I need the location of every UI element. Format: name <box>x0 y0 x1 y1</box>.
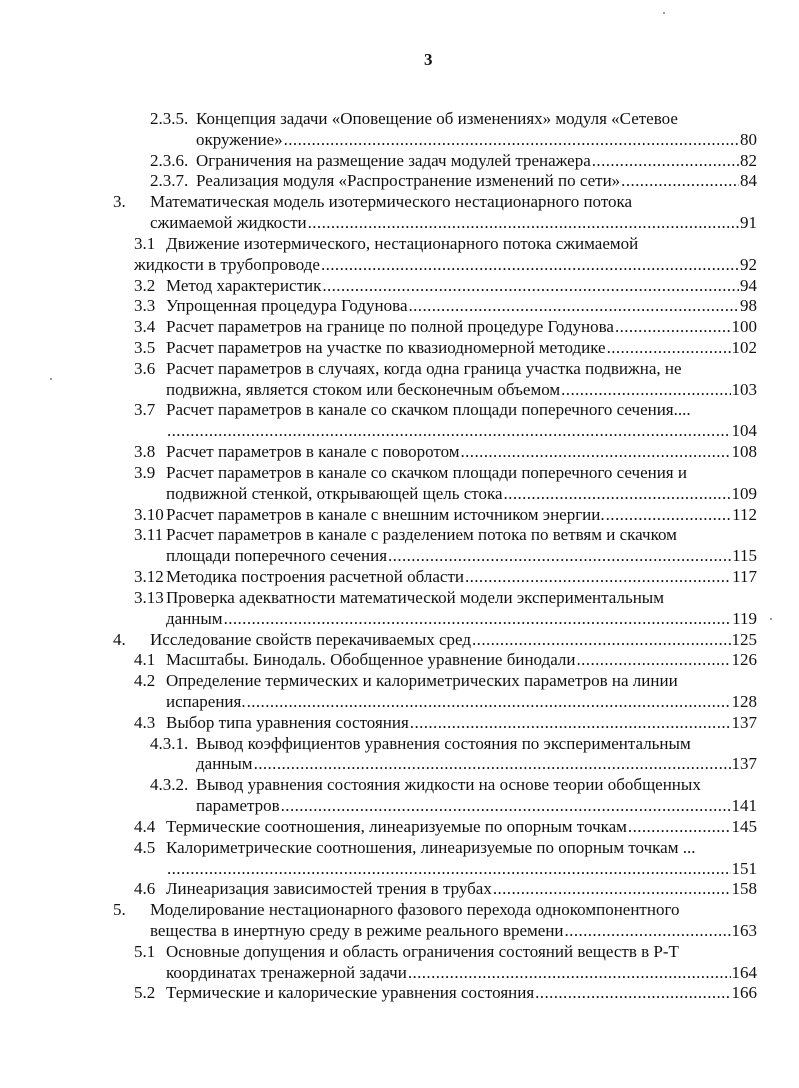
toc-page-number: 125 <box>731 629 757 649</box>
toc-entry-line <box>150 170 757 191</box>
toc-entry-title: Методика построения расчетной области <box>166 567 464 587</box>
toc-entry-number: 5.2 <box>134 983 156 1003</box>
toc-page-number: 115 <box>732 546 757 566</box>
toc-entry-line <box>134 837 757 858</box>
toc-entry-line <box>134 712 757 733</box>
toc-entry-title: вещества в инертную среду в режиме реального времени <box>150 920 564 940</box>
dot-leader <box>628 816 731 837</box>
dot-leader <box>615 316 731 337</box>
toc-entry-title: Калориметрические соотношения, линеаризуемые по опорным точкам ... <box>166 837 696 857</box>
dot-leader <box>535 982 730 1003</box>
toc-entry-title: Расчет параметров в канале со скачком площади поперечного сечения и <box>166 462 687 482</box>
toc-entry-number: 4.3 <box>134 712 156 732</box>
toc-entry-title: Определение термических и калориметрических параметров на линии <box>166 671 678 691</box>
toc-entry-number: 4.6 <box>134 879 156 899</box>
toc-entry-number: 3.7 <box>134 400 156 420</box>
toc-entry-title: параметров <box>196 796 280 816</box>
toc-entry-title: окружение» <box>196 129 283 149</box>
scan-speck <box>770 618 772 620</box>
toc-page-number: 80 <box>740 129 757 149</box>
dot-leader <box>565 920 731 941</box>
toc-page-number: 119 <box>732 608 757 628</box>
dot-leader <box>284 129 739 150</box>
toc-page-number: 163 <box>731 920 757 940</box>
page-number: 3 <box>424 50 433 69</box>
toc-entry-title: площади поперечного сечения <box>166 546 388 566</box>
toc-entry-line <box>196 753 757 774</box>
dot-leader <box>321 254 739 275</box>
toc-entry-line <box>166 379 757 400</box>
toc-entry-title: Метод характеристик <box>166 275 322 295</box>
toc-page-number: 100 <box>731 317 757 337</box>
toc-entry-number: 4.4 <box>134 816 156 836</box>
dot-leader <box>607 337 731 358</box>
dot-leader <box>247 691 731 712</box>
toc-entry-number: 2.3.5. <box>150 109 189 128</box>
toc-entry-title: Расчет параметров в случаях, когда одна граница участка подвижна, не <box>166 358 682 378</box>
toc-entry-line <box>134 399 757 420</box>
toc-entry-line <box>166 420 757 441</box>
toc-entry-number: 2.3.7. <box>150 171 189 191</box>
toc-entry-title: сжимаемой жидкости <box>150 213 307 233</box>
dot-leader <box>167 420 731 441</box>
toc-entry-number: 3.6 <box>134 358 156 378</box>
toc-page-number: 117 <box>732 567 757 587</box>
dot-leader <box>281 795 731 816</box>
toc-entry-line <box>166 962 757 983</box>
toc-page-number: 104 <box>731 421 757 441</box>
toc-entry-title: Расчет параметров в канале с внешним источником энергии. <box>166 504 605 524</box>
dot-leader <box>322 275 739 296</box>
toc-entry-number: 4.1 <box>134 650 156 670</box>
toc-entry-title: Термические и калорические уравнения состояния <box>166 983 535 1003</box>
toc-entry-number: 3.3 <box>134 296 156 316</box>
dot-leader <box>606 504 731 525</box>
toc-entry-line <box>150 212 757 233</box>
dot-leader <box>577 649 731 670</box>
dot-leader <box>472 629 730 650</box>
toc-entry-line <box>166 608 757 629</box>
toc-entry-line <box>134 295 757 316</box>
toc-entry-title: данным <box>196 754 253 774</box>
toc-entry-number: 3.10 <box>134 504 164 524</box>
toc-entry-line <box>134 316 757 337</box>
toc-entry-title: Вывод уравнения состояния жидкости на основе теории обобщенных <box>196 775 701 795</box>
toc-entry-line <box>150 774 757 795</box>
toc-entry-line <box>134 941 757 962</box>
toc-page-number: 158 <box>731 879 757 899</box>
toc-entry-line <box>134 878 757 899</box>
toc-entry-number: 3.2 <box>134 275 156 295</box>
dot-leader <box>621 170 739 191</box>
toc-entry-number: 2.3.6. <box>150 150 189 170</box>
dot-leader <box>308 212 739 233</box>
toc-entry-number: 3.5 <box>134 338 156 358</box>
toc-entry-number: 4.3.1. <box>150 733 189 753</box>
toc-entry-line <box>150 920 757 941</box>
toc-entry-line <box>134 358 757 379</box>
dot-leader <box>388 545 731 566</box>
toc-entry-number: 3.8 <box>134 442 156 462</box>
toc-entry-line <box>134 254 757 275</box>
toc-page-number: 91 <box>740 213 757 233</box>
toc-entry-title: Реализация модуля «Распространение изменений по сети» <box>196 171 621 191</box>
dot-leader <box>167 858 731 879</box>
toc-page-number: 141 <box>731 796 757 816</box>
toc-entry-title: Проверка адекватности математической модели экспериментальным <box>166 587 664 607</box>
scan-speck <box>50 378 52 380</box>
toc-entry-title: Упрощенная процедура Годунова <box>166 296 408 316</box>
toc-entry-title: Расчет параметров в канале со скачком площади поперечного сечения.... <box>166 400 691 420</box>
toc-page-number: 164 <box>731 962 757 982</box>
toc-page-number: 126 <box>731 650 757 670</box>
toc-entry-title: Расчет параметров в канале с поворотом <box>166 442 460 462</box>
toc-entry-number: 3.4 <box>134 317 156 337</box>
dot-leader <box>254 753 731 774</box>
toc-entry-line <box>134 649 757 670</box>
toc-entry-line <box>113 191 757 212</box>
dot-leader <box>410 712 731 733</box>
toc-entry-line <box>134 587 757 608</box>
toc-entry-title: данным <box>166 608 223 628</box>
toc-page-number: 92 <box>740 254 757 274</box>
toc-page-number: 94 <box>740 275 757 295</box>
toc-entry-title: испарения. <box>166 691 246 711</box>
toc-entry-line <box>134 816 757 837</box>
toc-entry-title: Математическая модель изотермического нестационарного потока <box>150 192 633 212</box>
toc-entry-line <box>134 504 757 525</box>
toc-entry-title: Термические соотношения, линеаризуемые по опорным точкам <box>166 816 627 836</box>
toc-page-number: 82 <box>740 150 757 170</box>
toc-entry-title: Выбор типа уравнения состояния <box>166 712 409 732</box>
toc-entry-title: Расчет параметров в канале с разделением потока по ветвям и скачком <box>166 525 677 545</box>
toc-entry-line <box>113 899 757 920</box>
toc-entry-line <box>113 629 757 650</box>
toc-entry-line <box>134 982 757 1003</box>
toc-entry-title: Линеаризация зависимостей трения в трубах <box>166 879 492 899</box>
toc-entry-number: 4.3.2. <box>150 775 189 795</box>
toc-entry-line <box>134 462 757 483</box>
toc-entry-title: Вывод коэффициентов уравнения состояния по экспериментальным <box>196 733 691 753</box>
toc-page-number: 145 <box>731 816 757 836</box>
toc-entry-title: Движение изотермического, нестационарного потока сжимаемой <box>166 233 639 253</box>
toc-entry-title: Расчет параметров на границе по полной процедуре Годунова <box>166 317 614 337</box>
toc-entry-title: Концепция задачи «Оповещение об изменениях» модуля «Сетевое <box>196 109 678 128</box>
dot-leader <box>409 295 740 316</box>
toc-entry-line <box>134 441 757 462</box>
toc-entry-title: координатах тренажерной задачи <box>166 962 407 982</box>
toc-entry-line <box>134 275 757 296</box>
toc-entry-title: Основные допущения и область ограничения состояний веществ в P-T <box>166 941 679 961</box>
toc-entry-title: Моделирование нестационарного фазового перехода однокомпонентного <box>150 900 680 920</box>
toc-entry-title: жидкости в трубопроводе <box>134 254 320 274</box>
toc-entry-title: подвижна, является стоком или бесконечным объемом <box>166 379 561 399</box>
dot-leader <box>408 962 731 983</box>
toc-entry-line <box>150 733 757 754</box>
dot-leader <box>592 150 739 171</box>
toc-page-number: 137 <box>731 712 757 732</box>
toc-page-number: 102 <box>731 338 757 358</box>
toc-page-number: 98 <box>740 296 757 316</box>
toc-page-number: 84 <box>740 171 757 191</box>
toc-entry-line <box>166 483 757 504</box>
toc-page-number: 151 <box>731 858 757 878</box>
toc-page-number: 103 <box>731 379 757 399</box>
toc-page-number: 137 <box>731 754 757 774</box>
dot-leader <box>465 566 731 587</box>
dot-leader <box>493 878 731 899</box>
toc-entry-line <box>134 670 757 691</box>
toc-entry-line <box>166 691 757 712</box>
toc-entry-number: 3.13 <box>134 587 164 607</box>
toc-entry-line <box>196 129 757 150</box>
dot-leader <box>461 441 731 462</box>
toc-entry-number: 5.1 <box>134 941 156 961</box>
toc-entry-number: 3. <box>113 192 126 212</box>
toc-entry-line <box>150 108 757 129</box>
toc-entry-title: Расчет параметров на участке по квазиодномерной методике <box>166 338 606 358</box>
toc-entry-line <box>166 858 757 879</box>
toc-entry-title: Масштабы. Бинодаль. Обобщенное уравнение бинодали <box>166 650 576 670</box>
dot-leader <box>224 608 732 629</box>
toc-page-number: 109 <box>731 483 757 503</box>
toc-entry-line <box>196 795 757 816</box>
toc-entry-number: 4. <box>113 629 126 649</box>
toc-entry-title: Исследование свойств перекачиваемых сред <box>150 629 472 649</box>
toc-entry-line <box>166 545 757 566</box>
toc-page-number: 112 <box>732 504 757 524</box>
toc-entry-title: подвижной стенкой, открывающей щель стока <box>166 483 503 503</box>
toc-entry-title: Ограничения на размещение задач модулей тренажера <box>196 150 591 170</box>
toc-entry-line <box>134 566 757 587</box>
toc-entry-number: 3.1 <box>134 233 156 253</box>
toc-page-number: 128 <box>731 691 757 711</box>
scan-speck <box>663 12 665 14</box>
dot-leader <box>504 483 731 504</box>
dot-leader <box>561 379 730 400</box>
toc-entry-line <box>134 233 757 254</box>
toc-page-number: 108 <box>731 442 757 462</box>
toc-entry-line <box>134 337 757 358</box>
toc-entry-number: 3.12 <box>134 567 164 587</box>
toc-entry-number: 3.9 <box>134 462 156 482</box>
toc-entry-line <box>134 524 757 545</box>
toc-entry-line <box>150 150 757 171</box>
toc-entry-number: 5. <box>113 900 126 920</box>
toc-entry-number: 4.5 <box>134 837 156 857</box>
toc-entry-number: 4.2 <box>134 671 156 691</box>
toc-page-number: 166 <box>731 983 757 1003</box>
toc-entry-number: 3.11 <box>134 525 164 545</box>
